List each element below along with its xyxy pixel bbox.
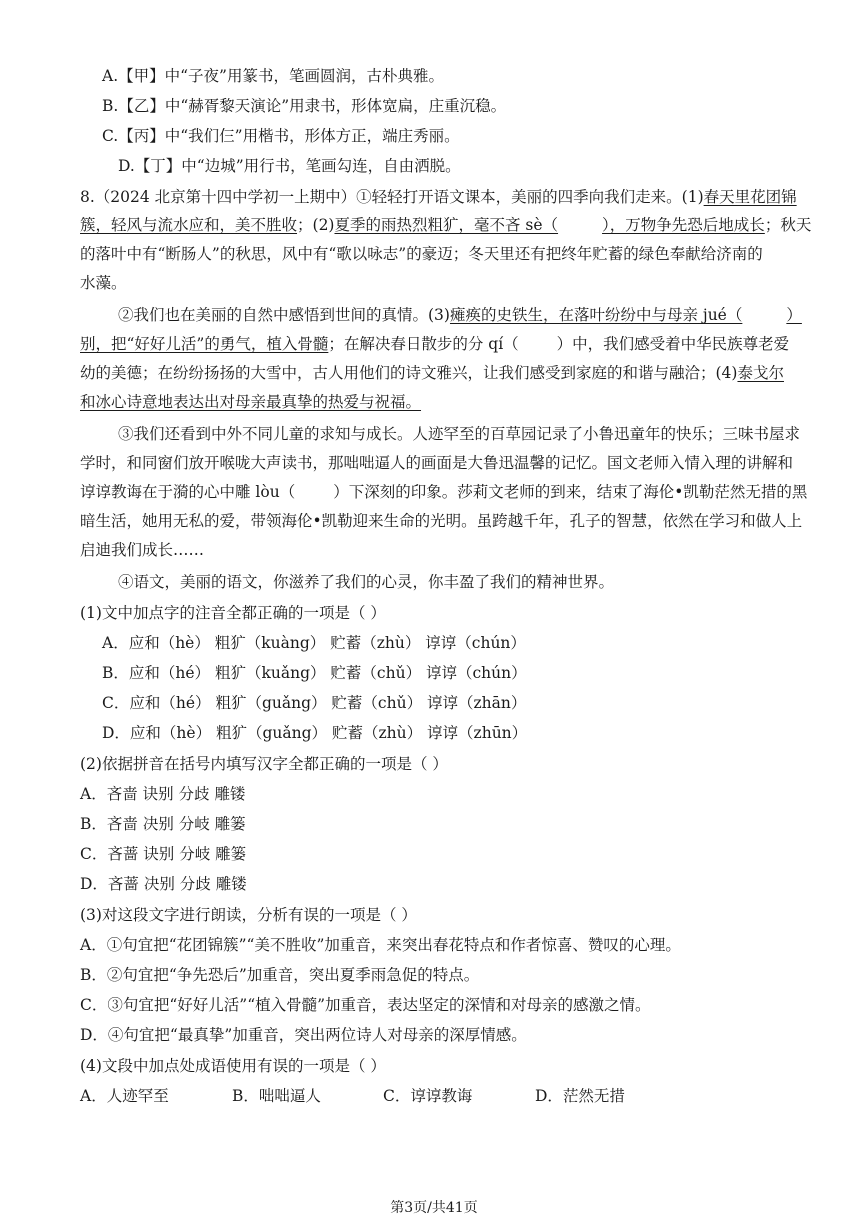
passage-text: ）中，我们感受着中华民族尊老爱 <box>556 335 790 353</box>
option-b[interactable]: B．应和（hé） 粗犷（kuǎng） 贮蓄（chǔ） 谆谆（chún） <box>102 664 527 682</box>
option-d[interactable]: D．茫然无措 <box>535 1087 625 1105</box>
underlined-text: 夏季的雨热烈粗犷，毫不吝 sè（ <box>334 216 559 234</box>
passage-line: 启迪我们成长…… <box>80 541 205 559</box>
option-c[interactable]: C．吝蔷 诀别 分岐 雕篓 <box>80 845 247 863</box>
page-footer: 第3页/共41页 <box>390 1200 478 1216</box>
passage-line: 的落叶中有“断肠人”的秋思，风中有“歌以咏志”的豪迈；冬天里还有把终年贮蓄的绿色奉献给济南的 <box>80 245 763 263</box>
option-b[interactable]: B．②句宜把“争先恐后”加重音，突出夏季雨急促的特点。 <box>80 966 480 984</box>
underlined-text: 瘫痪的史铁生，在落叶纷纷中与母亲 jué（ <box>449 306 743 324</box>
passage-line <box>80 482 807 502</box>
option-b[interactable]: B．吝啬 决别 分岐 雕篓 <box>80 815 246 833</box>
passage-line: 水藻。 <box>80 274 127 292</box>
option-b[interactable]: B．咄咄逼人 <box>232 1087 321 1105</box>
option-d[interactable]: D．吝蔷 决别 分歧 雕镂 <box>80 875 247 893</box>
passage-line <box>80 215 811 235</box>
question-stem: (4)文段中加点处成语使用有误的一项是（ ） <box>80 1057 386 1075</box>
passage-text: 8.（2024 北京第十四中学初一上期中）①轻轻打开语文课本，美丽的四季向我们走来。(1) <box>80 188 704 206</box>
passage-text: ）下深刻的印象。莎莉文老师的到来，结束了海伦•凯勒茫然无措的黑 <box>333 483 808 501</box>
prev-option-c: C.【丙】中“我们仨”用楷书，形体方正，端庄秀丽。 <box>102 127 460 145</box>
option-a[interactable]: A．吝啬 诀别 分歧 雕镂 <box>80 785 246 803</box>
prev-option-b: B.【乙】中“赫胥黎天演论”用隶书，形体宽扁，庄重沉稳。 <box>102 97 507 115</box>
passage-text: ；秋天 <box>764 216 812 234</box>
option-d[interactable]: D．④句宜把“最真挚”加重音，突出两位诗人对母亲的深厚情感。 <box>80 1026 527 1044</box>
passage-line <box>80 363 784 383</box>
option-d[interactable]: D．应和（hè） 粗犷（guǎng） 贮蓄（zhù） 谆谆（zhūn） <box>102 724 528 742</box>
option-a[interactable]: A．应和（hè） 粗犷（kuàng） 贮蓄（zhù） 谆谆（chún） <box>102 634 526 652</box>
passage-line: 学时，和同窗们放开喉咙大声读书，那咄咄逼人的画面是大鲁迅温馨的记忆。国文老师入情入理的讲解和 <box>80 454 794 472</box>
passage-line: 暗生活，她用无私的爱，带领海伦•凯勒迎来生命的光明。虽跨越千年，孔子的智慧，依然在学习和做人上 <box>80 512 803 530</box>
question-stem: (1)文中加点字的注音全都正确的一项是（ ） <box>80 604 386 622</box>
passage-line: ④语文，美丽的语文，你滋养了我们的心灵，你丰盈了我们的精神世界。 <box>118 573 615 591</box>
passage-text: ；在解决春日散步的分 qí（ <box>328 335 519 353</box>
underlined-text: ），万物争先恐后地成长 <box>602 216 765 234</box>
passage-text: ②我们也在美丽的自然中感悟到世间的真情。(3) <box>118 306 450 324</box>
question-stem: (3)对这段文字进行朗读，分析有误的一项是（ ） <box>80 906 417 924</box>
underlined-text: 和冰心诗意地表达出对母亲最真挚的热爱与祝福。 <box>80 393 422 411</box>
question-stem: (2)依据拼音在括号内填写汉字全都正确的一项是（ ） <box>80 755 448 773</box>
underlined-text: 别，把“好好儿活”的勇气，植入骨髓 <box>80 335 329 353</box>
underlined-text: ） <box>786 306 802 324</box>
option-a[interactable]: A．①句宜把“花团锦簇”“美不胜收”加重音，来突出春花特点和作者惊喜、赞叹的心理。 <box>80 936 681 954</box>
option-c[interactable]: C．③句宜把“好好儿活”“植入骨髓”加重音，表达坚定的深情和对母亲的感激之情。 <box>80 996 651 1014</box>
passage-line <box>80 334 789 354</box>
passage-text: 幼的美德；在纷纷扬扬的大雪中，古人用他们的诗文雅兴，让我们感受到家庭的和谐与融洽；(4) <box>80 364 738 382</box>
underlined-text: 簇，轻风与流水应和，美不胜收 <box>80 216 298 234</box>
option-a[interactable]: A．人迹罕至 <box>80 1087 169 1105</box>
passage-text: 谆谆教诲在于漪的心中雕 lòu（ <box>80 483 296 501</box>
prev-option-a: A.【甲】中“子夜”用篆书，笔画圆润，古朴典雅。 <box>102 67 444 85</box>
underlined-text: 春天里花团锦 <box>703 188 797 206</box>
passage-line: ③我们还看到中外不同儿童的求知与成长。人迹罕至的百草园记录了小鲁迅童年的快乐；三味书屋求 <box>118 425 801 443</box>
passage-line <box>80 187 797 207</box>
prev-option-d: D.【丁】中“边城”用行书，笔画勾连，自由洒脱。 <box>118 157 461 175</box>
option-c[interactable]: C．谆谆教诲 <box>383 1087 473 1105</box>
passage-line <box>80 392 421 412</box>
underlined-text: 泰戈尔 <box>737 364 784 382</box>
passage-line <box>118 305 802 325</box>
option-c[interactable]: C．应和（hé） 粗犷（guǎng） 贮蓄（chǔ） 谆谆（zhān） <box>102 694 527 712</box>
passage-text: ；(2) <box>297 216 335 234</box>
